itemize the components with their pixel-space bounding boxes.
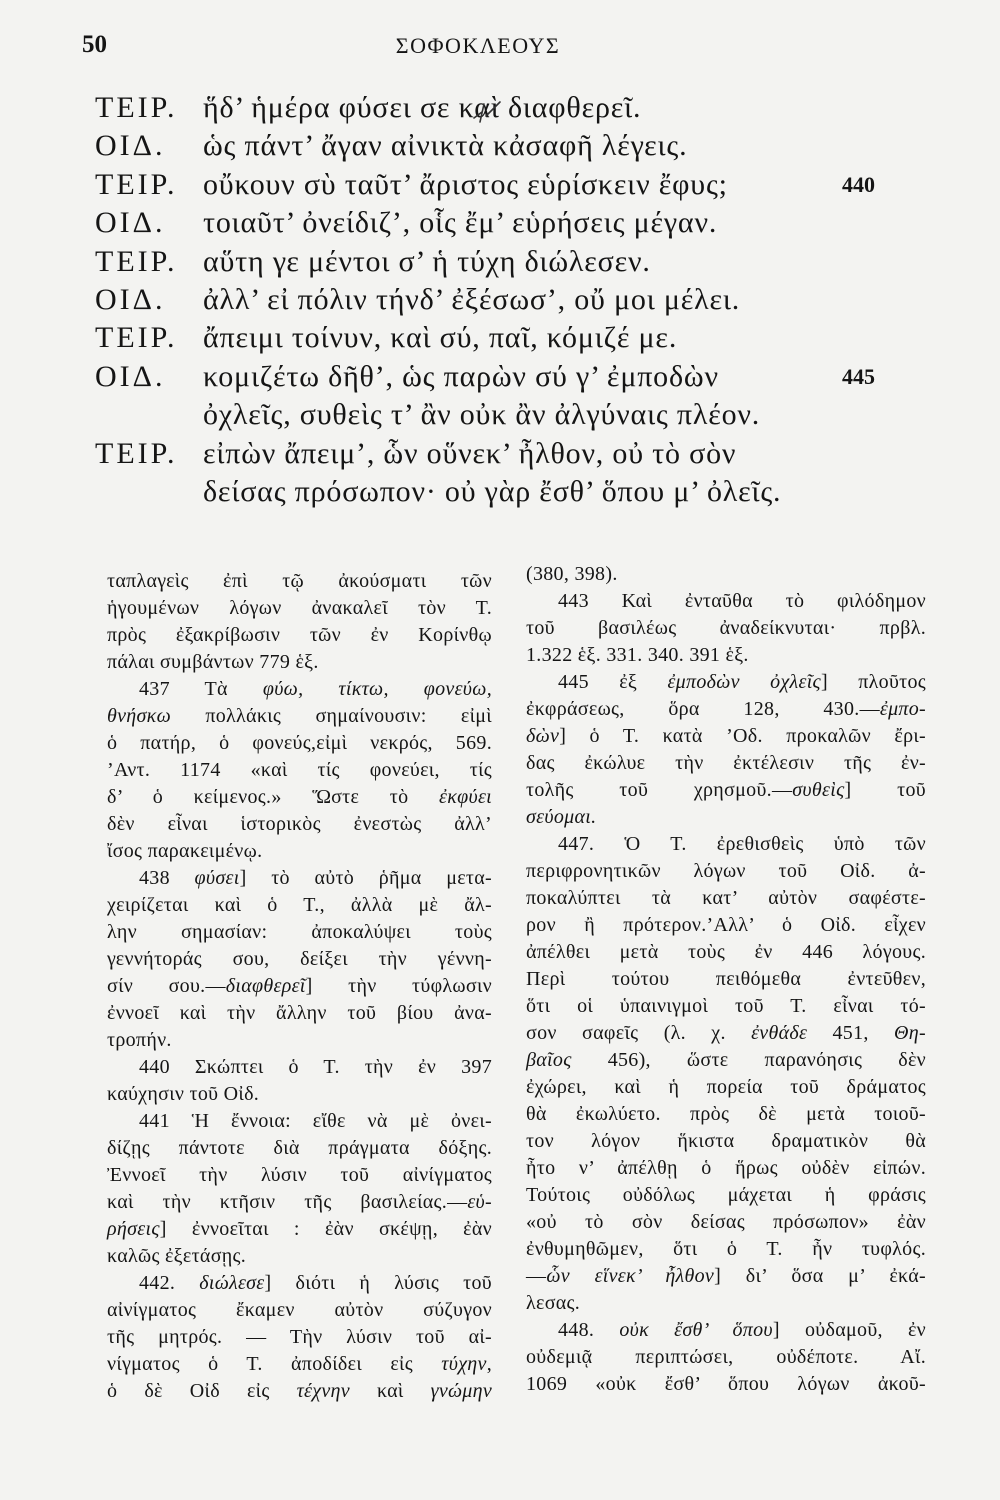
commentary-text: ] διότι ἡ λύσις τοῦ <box>264 1272 492 1294</box>
commentary-line: ’Αντ. 1174 «καὶ τίς φονεύει, τίς <box>107 759 492 781</box>
commentary-column-right <box>526 561 926 1398</box>
commentary-line <box>526 1263 926 1290</box>
verse-line <box>0 396 1000 434</box>
commentary-line: ὁ πατήρ, ὁ φονεύς,εἰμὶ νεκρός, 569. <box>107 732 492 754</box>
commentary-text: ] οὐδαμοῦ, ἐν <box>772 1319 927 1341</box>
commentary-line <box>107 676 492 703</box>
commentary-line <box>107 784 492 811</box>
speaker-label: ΟΙΔ. <box>95 282 166 316</box>
commentary-line: ἡγουμένων λόγων ἀνακαλεῖ τὸν Τ. <box>107 597 492 619</box>
commentary-line: 1.322 ἑξ. 331. 340. 391 ἑξ. <box>526 644 749 666</box>
commentary-note <box>107 865 492 1054</box>
commentary-italic-text: φύω, τίκτω, φονεύω, <box>262 678 492 700</box>
commentary-line <box>526 804 926 831</box>
verse-line <box>0 166 1000 204</box>
commentary-text: ] τὸ αὐτὸ ῥῆμα μετα- <box>239 867 492 889</box>
commentary-note <box>107 676 492 865</box>
commentary-line: αἰνίγματος ἔκαμεν αὐτὸν σύζυγον <box>107 1299 492 1321</box>
commentary-line: πάλαι συμβάντων 779 ἑξ. <box>107 651 319 673</box>
commentary-italic-text: ὧν εἵνεκ’ ἦλθον <box>546 1265 715 1287</box>
commentary-line: γεννήτοράς σου, δείξει τὴν γέννη- <box>107 948 492 970</box>
speaker-label: ΟΙΔ. <box>95 206 166 240</box>
commentary-line: οὐδεμιᾷ περιπτώσει, οὐδέποτε. Αἴ. <box>526 1346 926 1368</box>
commentary-italic-text: σεύομαι. <box>526 806 597 828</box>
verse-text: ἥδ’ ἡμέρα φύσει σε καὶ διαφθερεῖ. <box>203 91 642 124</box>
commentary-line: τοῦ βασιλέως ἀναδείκνυται· πρβλ. <box>526 617 926 639</box>
commentary-line: ἦτο ν’ ἀπέλθῃ ὁ ἥρως οὐδὲν εἰπών. <box>526 1157 926 1179</box>
speaker-label: ΤΕΙΡ. <box>95 244 178 278</box>
verse-line <box>0 243 1000 281</box>
commentary-line <box>526 723 926 750</box>
verse-line-number: 440 <box>842 171 875 197</box>
commentary-line: ταπλαγεὶς ἐπὶ τῷ ἀκούσματι τῶν <box>107 570 492 592</box>
verse-text: ἄπειμι τοίνυν, καὶ σύ, παῖ, κόμιζέ με. <box>203 321 678 355</box>
commentary-italic-text: δὼν <box>526 725 560 747</box>
commentary-text: ] ἐννοεῖται : ἐὰν σκέψῃ, ἐὰν <box>159 1218 492 1240</box>
commentary-italic-text: διαφθερεῖ <box>225 975 306 997</box>
commentary-italic-text: ρήσεις <box>107 1218 160 1240</box>
commentary-text: νίγματος ὁ Τ. ἀποδίδει εἰς <box>107 1353 442 1375</box>
speaker-label: ΤΕΙΡ. <box>95 91 178 124</box>
commentary-note <box>107 1108 492 1270</box>
verse-line <box>0 127 1000 165</box>
commentary-line: θὰ ἐκωλύετο. πρὸς δὲ μετὰ τοιοῦ- <box>526 1103 926 1125</box>
commentary-line: δίζῃς πάντοτε διὰ πράγματα δόξης. <box>107 1137 492 1159</box>
commentary-line: «οὐ τὸ σὸν δείσας πρόσωπον» ἐὰν <box>526 1211 926 1233</box>
speaker-label: ΟΙΔ. <box>95 359 166 393</box>
commentary-text: τολῆς τοῦ χρησμοῦ.— <box>526 779 793 801</box>
commentary-line <box>107 865 492 892</box>
commentary-line: 1069 «οὐκ ἔσθ’ ὅπου λόγων ἀκοῦ- <box>526 1373 926 1395</box>
commentary-italic-text: βαῖος <box>526 1049 572 1071</box>
speaker-label: ΤΕΙΡ. <box>95 436 178 470</box>
verse-text: εἰπὼν ἄπειμ’, ὧν οὕνεκ’ ἦλθον, οὐ τὸ σὸν <box>203 436 737 470</box>
commentary-column-left <box>107 568 492 1405</box>
commentary-text: πολλάκις σημαίνουσιν: εἰμὶ <box>171 705 492 727</box>
commentary-italic-text: ἐμποδὼν ὀχλεῖς <box>667 671 821 693</box>
commentary-italic-text: διώλεσε <box>199 1272 265 1294</box>
commentary-line <box>107 1189 492 1216</box>
commentary-line <box>107 973 492 1000</box>
verse-line-number: 445 <box>842 363 875 389</box>
commentary-line: 440 Σκώπτει ὁ Τ. τὴν ἐν 397 <box>139 1056 492 1078</box>
commentary-italic-text: ἐνθάδε <box>751 1022 808 1044</box>
commentary-line: 443 Καὶ ἐνταῦθα τὸ φιλόδημον <box>558 590 926 612</box>
commentary-line: ἀπέλθει μετὰ τοὺς ἐν 446 λόγους. <box>526 941 926 963</box>
verse-text: ὀχλεῖς, συθεὶς τ’ ἂν οὐκ ἂν ἀλγύναις πλέον. <box>203 398 761 432</box>
commentary-line: ἐνθυμηθῶμεν, ὅτι ὁ Τ. ἦν τυφλός. <box>526 1238 926 1260</box>
commentary-text: σον σαφεῖς (λ. χ. <box>526 1022 752 1044</box>
commentary-text: — <box>526 1265 547 1287</box>
verse-line <box>0 358 1000 396</box>
commentary-text: 448. <box>558 1319 620 1341</box>
commentary-line: Τούτοις οὐδόλως μάχεται ἡ φράσις <box>526 1184 926 1206</box>
commentary-text: ] δι’ ὅσα μ’ ἐκά- <box>714 1265 926 1287</box>
verse-line <box>0 204 1000 242</box>
commentary-line: ὅτι οἱ ὑπαινιγμοὶ τοῦ Τ. εἶναι τό- <box>526 995 926 1017</box>
commentary-line: δας ἐκώλυε τὴν ἐκτέλεσιν τῆς ἐν- <box>526 752 926 774</box>
commentary-line <box>526 777 926 804</box>
commentary-line <box>526 1020 926 1047</box>
commentary-line: τον λόγον ἥκιστα δραματικὸν θὰ <box>526 1130 926 1152</box>
commentary-text: σίν σου.— <box>107 975 226 997</box>
commentary-note <box>107 1054 492 1108</box>
verse-line <box>0 319 1000 357</box>
commentary-text: ἐκφράσεως, ὅρα 128, 430.— <box>526 698 880 720</box>
commentary-line: ποκαλύπτει τὰ κατ’ αὐτὸν σαφέστε- <box>526 887 926 909</box>
commentary-note <box>526 588 926 669</box>
commentary-italic-text: οὐκ ἔσθ’ ὅπου <box>619 1319 773 1341</box>
commentary-line: Ἐννοεῖ τὴν λύσιν τοῦ αἰνίγματος <box>107 1164 492 1186</box>
commentary-text: ] τὴν τύφλωσιν <box>305 975 492 997</box>
commentary-line <box>526 1317 926 1344</box>
commentary-line <box>107 1270 492 1297</box>
verse-text: κομιζέτω δῆθ’, ὡς παρὼν σύ γ’ ἐμποδὼν <box>203 359 719 393</box>
commentary-text: δ’ ὁ κείμενος.» Ὥστε τὸ <box>107 786 440 808</box>
commentary-line: 447. Ὁ Τ. ἐρεθισθεὶς ὑπὸ τῶν <box>558 833 926 855</box>
commentary-line: λην σημασίαν: ἀποκαλύψει τοὺς <box>107 921 492 943</box>
verse-text: ἀλλ’ εἰ πόλιν τήνδ’ ἐξέσωσ’, οὔ μοι μέλει. <box>203 282 741 316</box>
verse-line <box>0 435 1000 473</box>
commentary-text: , <box>486 1353 492 1375</box>
commentary-note <box>107 568 492 676</box>
commentary-text: καὶ <box>349 1380 431 1402</box>
commentary-italic-text: τέχνην <box>296 1380 350 1402</box>
commentary-line: καύχησιν τοῦ Οἰδ. <box>107 1083 260 1105</box>
commentary-line: καλῶς ἐξετάσῃς. <box>107 1245 247 1267</box>
commentary-line: (380, 398). <box>526 563 618 585</box>
commentary-text: ] ὁ Τ. κατὰ ’Οδ. προκαλῶν ἔρι- <box>559 725 926 747</box>
pencil-mark-icon <box>470 96 504 126</box>
commentary-line: ἐχώρει, καὶ ἡ πορεία τοῦ δράματος <box>526 1076 926 1098</box>
commentary-text: 456), ὥστε παρανόησις δὲν <box>571 1049 926 1071</box>
commentary-italic-text: εὑ- <box>467 1191 492 1213</box>
verse-text: δείσας πρόσωπον· οὐ γὰρ ἔσθ’ ὅπου μ’ ὀλεῖς. <box>203 474 782 508</box>
commentary-text: 437 Τὰ <box>139 678 263 700</box>
commentary-line: ἐννοεῖ καὶ τὴν ἄλλην τοῦ βίου ἀνα- <box>107 1002 492 1024</box>
commentary-note <box>107 1270 492 1405</box>
commentary-text: 445 ἐξ <box>558 671 668 693</box>
commentary-line <box>107 1351 492 1378</box>
speaker-label: ΤΕΙΡ. <box>95 167 178 201</box>
commentary-text: ] πλοῦτος <box>820 671 927 693</box>
commentary-italic-text: Θη- <box>894 1022 926 1044</box>
commentary-line: 441 Ἡ ἔννοια: εἴθε νὰ μὲ ὀνει- <box>139 1110 492 1132</box>
commentary-italic-text: θνήσκω <box>107 705 172 727</box>
speaker-label: ΟΙΔ. <box>95 129 166 163</box>
verse-text: ὡς πάντ’ ἄγαν αἰνικτὰ κἀσαφῆ λέγεις. <box>203 129 688 163</box>
commentary-line <box>526 669 926 696</box>
commentary-italic-text: ἐμπο- <box>879 698 926 720</box>
commentary-line <box>526 696 926 723</box>
commentary-italic-text: γνώμην <box>430 1380 493 1402</box>
commentary-line: τροπήν. <box>107 1029 172 1051</box>
commentary-line <box>526 1047 926 1074</box>
commentary-line: ρον ἢ πρότερον.’Αλλ’ ὁ Οἰδ. εἶχεν <box>526 914 926 936</box>
commentary-line <box>107 703 492 730</box>
commentary-text: 438 <box>139 867 195 889</box>
running-title: ΣΟΦΟΚΛΕΟΥΣ <box>395 33 561 58</box>
commentary-note <box>526 561 926 588</box>
commentary-note <box>526 831 926 1317</box>
commentary-italic-text: φύσει <box>194 867 240 889</box>
commentary-italic-text: ἐκφύει <box>439 786 492 808</box>
commentary-note <box>526 669 926 831</box>
commentary-line <box>107 1378 492 1405</box>
commentary-line: χειρίζεται καὶ ὁ Τ., ἀλλὰ μὲ ἄλ- <box>107 894 492 916</box>
verse-text: αὕτη γε μέντοι σ’ ἡ τύχη διώλεσεν. <box>203 244 651 278</box>
commentary-text: καὶ τὴν κτῆσιν τῆς βασιλείας.— <box>107 1191 468 1213</box>
commentary-text: 451, <box>807 1022 895 1044</box>
verse-text: οὔκουν σὺ ταῦτ’ ἄριστος εὑρίσκειν ἔφυς; <box>203 167 728 201</box>
commentary-note <box>526 1317 926 1398</box>
commentary-text: ὁ δὲ Οἰδ εἰς <box>107 1380 297 1402</box>
commentary-line: λεσας. <box>526 1292 581 1314</box>
commentary-line: τῆς μητρός. — Τὴν λύσιν τοῦ αἰ- <box>107 1326 492 1348</box>
commentary-line: δὲν εἶναι ἱστορικὸς ἐνεστὼς ἀλλ’ <box>107 813 492 835</box>
verse-text: τοιαῦτ’ ὀνείδιζ’, οἷς ἔμ’ εὑρήσεις μέγαν. <box>203 206 718 240</box>
commentary-italic-text: τύχην <box>441 1353 487 1375</box>
page-number: 50 <box>82 31 107 58</box>
commentary-line: Περὶ τούτου πειθόμεθα ἐντεῦθεν, <box>526 968 926 990</box>
verse-line <box>0 281 1000 319</box>
commentary-text: ] τοῦ <box>844 779 926 801</box>
commentary-line: περιφρονητικῶν λόγων τοῦ Οἰδ. ἀ- <box>526 860 926 882</box>
verse-line <box>0 473 1000 511</box>
commentary-line <box>107 1216 492 1243</box>
commentary-line: πρὸς ἐξακρίβωσιν τῶν ἐν Κορίνθῳ <box>107 624 492 646</box>
commentary-line: ἴσος παρακειμένῳ. <box>107 840 263 862</box>
verse-text-block <box>0 89 1000 511</box>
commentary-text: 442. <box>139 1272 200 1294</box>
commentary-italic-text: συθεὶς <box>792 779 845 801</box>
speaker-label: ΤΕΙΡ. <box>95 321 178 355</box>
